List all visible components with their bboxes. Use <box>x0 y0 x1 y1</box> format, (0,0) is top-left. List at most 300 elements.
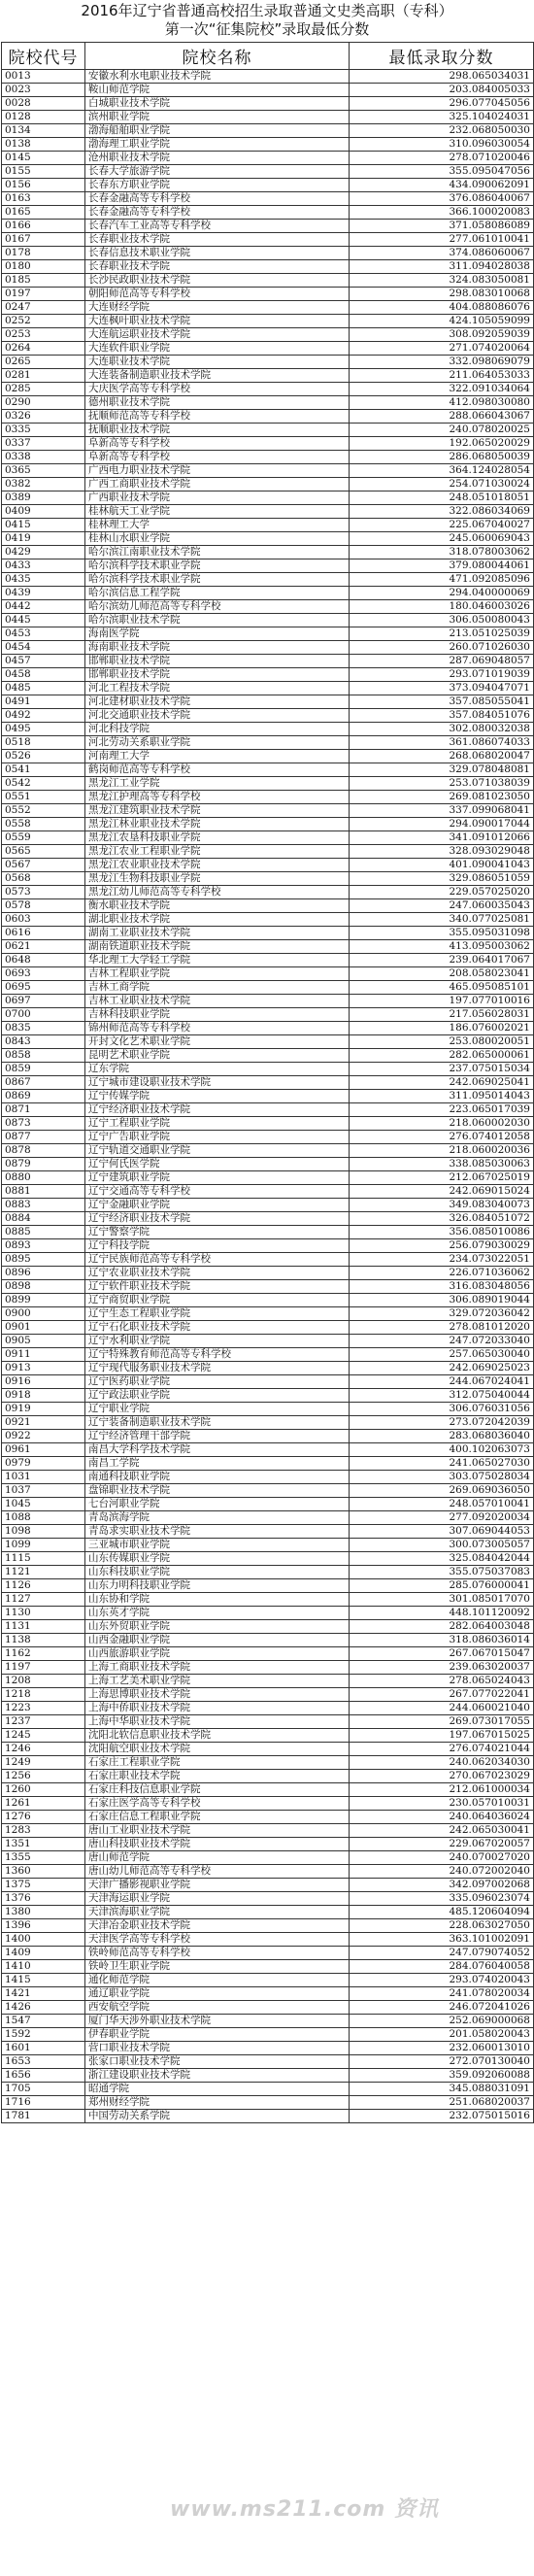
cell-name: 长春职业技术学院 <box>85 260 350 274</box>
cell-name: 河北科技学院 <box>85 723 350 736</box>
table-row <box>2 1675 534 1688</box>
table-row <box>2 1403 534 1416</box>
cell-code: 0155 <box>2 165 85 179</box>
cell-code: 1592 <box>2 2028 85 2042</box>
cell-score: 341.091012066 <box>350 831 534 845</box>
cell-code: 0023 <box>2 84 85 97</box>
cell-name: 辽宁城市建设职业技术学院 <box>85 1076 350 1090</box>
cell-score: 413.095003062 <box>350 940 534 954</box>
cell-score: 267.077022041 <box>350 1688 534 1702</box>
cell-name: 长春金融高等专科学校 <box>85 192 350 206</box>
cell-score: 293.071019039 <box>350 668 534 682</box>
cell-code: 1415 <box>2 1974 85 1987</box>
cell-name: 黑龙江农业职业技术学院 <box>85 859 350 872</box>
cell-score: 186.076002021 <box>350 1022 534 1035</box>
cell-score: 332.098069079 <box>350 356 534 369</box>
cell-name: 通化师范学院 <box>85 1974 350 1987</box>
cell-score: 223.065017039 <box>350 1103 534 1117</box>
cell-code: 0365 <box>2 464 85 478</box>
table-row <box>2 1906 534 1919</box>
cell-name: 南昌大学科学技术学院 <box>85 1443 350 1457</box>
cell-name: 广西工商职业技术学院 <box>85 478 350 491</box>
cell-name: 桂林理工大学 <box>85 519 350 532</box>
cell-code: 0893 <box>2 1239 85 1253</box>
table-row <box>2 709 534 723</box>
cell-name: 桂林山水职业学院 <box>85 532 350 546</box>
cell-score: 349.083040073 <box>350 1199 534 1212</box>
cell-score: 302.080032038 <box>350 723 534 736</box>
cell-score: 337.099068041 <box>350 804 534 818</box>
cell-code: 1421 <box>2 1987 85 2001</box>
cell-code: 0835 <box>2 1022 85 1035</box>
table-row <box>2 1634 534 1647</box>
table-row <box>2 2096 534 2110</box>
cell-name: 辽宁经济职业技术学院 <box>85 1212 350 1226</box>
cell-score: 252.069000068 <box>350 2015 534 2028</box>
table-row <box>2 369 534 383</box>
cell-score: 256.079030029 <box>350 1239 534 1253</box>
table-row <box>2 1239 534 1253</box>
cell-score: 316.083048056 <box>350 1280 534 1294</box>
cell-name: 鹤岗师范高等专科学校 <box>85 763 350 777</box>
table-row <box>2 1919 534 1933</box>
cell-name: 辽宁建筑职业学院 <box>85 1171 350 1185</box>
cell-code: 1127 <box>2 1593 85 1607</box>
table-row <box>2 2042 534 2055</box>
cell-score: 267.067015047 <box>350 1647 534 1661</box>
cell-score: 325.084042044 <box>350 1552 534 1566</box>
table-row <box>2 1593 534 1607</box>
cell-score: 324.083050081 <box>350 274 534 288</box>
cell-code: 0616 <box>2 927 85 940</box>
table-row <box>2 2069 534 2083</box>
cell-score: 322.086034069 <box>350 505 534 519</box>
cell-code: 0433 <box>2 559 85 573</box>
cell-code: 0134 <box>2 124 85 138</box>
cell-score: 278.081012020 <box>350 1321 534 1335</box>
cell-score: 376.086040067 <box>350 192 534 206</box>
table-row <box>2 655 534 668</box>
table-row <box>2 424 534 437</box>
cell-code: 1355 <box>2 1851 85 1865</box>
cell-code: 0693 <box>2 967 85 981</box>
table-row <box>2 1960 534 1974</box>
score-table <box>1 42 534 2123</box>
cell-name: 厦门华天涉外职业技术学院 <box>85 2015 350 2028</box>
cell-score: 277.061010041 <box>350 233 534 247</box>
cell-score: 285.076000041 <box>350 1579 534 1593</box>
cell-name: 石家庄信息工程职业学院 <box>85 1811 350 1824</box>
table-row <box>2 1416 534 1430</box>
cell-code: 0163 <box>2 192 85 206</box>
cell-name: 黑龙江建筑职业技术学院 <box>85 804 350 818</box>
cell-score: 322.091034064 <box>350 383 534 396</box>
cell-name: 铁岭卫生职业学院 <box>85 1960 350 1974</box>
cell-code: 0578 <box>2 899 85 913</box>
table-row <box>2 165 534 179</box>
cell-code: 0558 <box>2 818 85 831</box>
cell-name: 石家庄科技信息职业学院 <box>85 1783 350 1797</box>
cell-name: 吉林工商学院 <box>85 981 350 995</box>
table-row <box>2 1022 534 1035</box>
cell-code: 1249 <box>2 1756 85 1770</box>
cell-score: 318.086036014 <box>350 1634 534 1647</box>
table-row <box>2 1294 534 1307</box>
cell-code: 1705 <box>2 2083 85 2096</box>
cell-name: 山西金融职业学院 <box>85 1634 350 1647</box>
cell-code: 0335 <box>2 424 85 437</box>
table-row <box>2 220 534 233</box>
cell-code: 0559 <box>2 831 85 845</box>
cell-score: 306.089019044 <box>350 1294 534 1307</box>
cell-name: 沈阳北软信息职业技术学院 <box>85 1729 350 1743</box>
cell-score: 253.071038039 <box>350 777 534 791</box>
cell-name: 安徽水利水电职业技术学院 <box>85 70 350 84</box>
cell-score: 276.074021044 <box>350 1743 534 1756</box>
cell-name: 辽宁何氏医学院 <box>85 1158 350 1171</box>
table-row <box>2 505 534 519</box>
cell-name: 黑龙江林业职业技术学院 <box>85 818 350 831</box>
cell-score: 272.070130040 <box>350 2055 534 2069</box>
cell-name: 浙江建设职业技术学院 <box>85 2069 350 2083</box>
table-row <box>2 750 534 763</box>
cell-code: 1375 <box>2 1879 85 1892</box>
cell-score: 312.075040044 <box>350 1389 534 1403</box>
cell-name: 锦州师范高等专科学校 <box>85 1022 350 1035</box>
cell-score: 294.040000069 <box>350 587 534 600</box>
cell-score: 240.070027020 <box>350 1851 534 1865</box>
cell-code: 0419 <box>2 532 85 546</box>
cell-score: 278.065024043 <box>350 1675 534 1688</box>
table-row <box>2 1879 534 1892</box>
cell-code: 0700 <box>2 1008 85 1022</box>
table-row <box>2 2055 534 2069</box>
cell-score: 212.067025019 <box>350 1171 534 1185</box>
table-row <box>2 1783 534 1797</box>
table-row <box>2 940 534 954</box>
cell-score: 247.079074052 <box>350 1947 534 1960</box>
cell-code: 0389 <box>2 491 85 505</box>
cell-code: 0542 <box>2 777 85 791</box>
table-row <box>2 1525 534 1539</box>
cell-score: 245.060069043 <box>350 532 534 546</box>
table-row <box>2 872 534 886</box>
cell-name: 山东协和学院 <box>85 1593 350 1607</box>
table-row <box>2 437 534 451</box>
cell-name: 华北理工大学轻工学院 <box>85 954 350 967</box>
cell-score: 229.057025020 <box>350 886 534 899</box>
cell-name: 广西电力职业技术学院 <box>85 464 350 478</box>
table-row <box>2 1348 534 1362</box>
table-row <box>2 1539 534 1552</box>
table-row <box>2 723 534 736</box>
cell-code: 0337 <box>2 437 85 451</box>
table-row <box>2 1566 534 1579</box>
cell-name: 黑龙江幼儿师范高等专科学校 <box>85 886 350 899</box>
cell-score: 240.064036024 <box>350 1811 534 1824</box>
table-row <box>2 1103 534 1117</box>
cell-code: 1396 <box>2 1919 85 1933</box>
table-row <box>2 1471 534 1484</box>
cell-score: 359.092060088 <box>350 2069 534 2083</box>
cell-code: 0913 <box>2 1362 85 1375</box>
cell-score: 276.074012058 <box>350 1131 534 1144</box>
cell-name: 长春金融高等专科学校 <box>85 206 350 220</box>
cell-score: 293.074020043 <box>350 1974 534 1987</box>
cell-name: 辽宁农业职业技术学院 <box>85 1267 350 1280</box>
table-row <box>2 791 534 804</box>
table-row <box>2 804 534 818</box>
cell-score: 242.069015024 <box>350 1185 534 1199</box>
cell-score: 240.072002040 <box>350 1865 534 1879</box>
cell-code: 0165 <box>2 206 85 220</box>
cell-code: 0918 <box>2 1389 85 1403</box>
cell-name: 开封文化艺术职业学院 <box>85 1035 350 1049</box>
cell-name: 山东英才学院 <box>85 1607 350 1620</box>
table-row <box>2 274 534 288</box>
cell-name: 海南医学院 <box>85 627 350 641</box>
cell-name: 邯郸职业技术学院 <box>85 668 350 682</box>
cell-score: 355.095031098 <box>350 927 534 940</box>
cell-code: 0178 <box>2 247 85 260</box>
cell-code: 0253 <box>2 328 85 342</box>
table-row <box>2 777 534 791</box>
table-row <box>2 1389 534 1403</box>
cell-name: 哈尔滨信息工程学院 <box>85 587 350 600</box>
cell-name: 辽宁商贸职业学院 <box>85 1294 350 1307</box>
cell-score: 229.067020057 <box>350 1838 534 1851</box>
cell-score: 208.058023041 <box>350 967 534 981</box>
cell-code: 0166 <box>2 220 85 233</box>
cell-score: 228.063027050 <box>350 1919 534 1933</box>
cell-score: 247.072033040 <box>350 1335 534 1348</box>
cell-score: 306.076031056 <box>350 1403 534 1416</box>
cell-score: 260.071026030 <box>350 641 534 655</box>
cell-score: 239.063020037 <box>350 1661 534 1675</box>
cell-name: 黑龙江工业学院 <box>85 777 350 791</box>
cell-score: 308.092059039 <box>350 328 534 342</box>
table-row <box>2 1851 534 1865</box>
table-row <box>2 845 534 859</box>
cell-score: 379.080044061 <box>350 559 534 573</box>
cell-score: 371.058086089 <box>350 220 534 233</box>
cell-score: 374.086060067 <box>350 247 534 260</box>
cell-score: 356.085010086 <box>350 1226 534 1239</box>
cell-code: 1410 <box>2 1960 85 1974</box>
cell-score: 244.067024041 <box>350 1375 534 1389</box>
cell-score: 269.073017055 <box>350 1715 534 1729</box>
cell-name: 长沙民政职业技术学院 <box>85 274 350 288</box>
cell-code: 0921 <box>2 1416 85 1430</box>
cell-score: 180.046003026 <box>350 600 534 614</box>
cell-code: 0573 <box>2 886 85 899</box>
cell-score: 232.075015016 <box>350 2110 534 2123</box>
table-row <box>2 206 534 220</box>
table-row <box>2 1933 534 1947</box>
cell-name: 天津冶金职业技术学院 <box>85 1919 350 1933</box>
cell-score: 485.120604094 <box>350 1906 534 1919</box>
table-row <box>2 736 534 750</box>
cell-name: 吉林科技职业学院 <box>85 1008 350 1022</box>
cell-score: 218.060020036 <box>350 1144 534 1158</box>
table-row <box>2 1008 534 1022</box>
cell-code: 1601 <box>2 2042 85 2055</box>
table-row <box>2 1443 534 1457</box>
cell-name: 上海中侨职业技术学院 <box>85 1702 350 1715</box>
cell-code: 1400 <box>2 1933 85 1947</box>
cell-score: 401.090041043 <box>350 859 534 872</box>
table-row <box>2 1824 534 1838</box>
cell-code: 0281 <box>2 369 85 383</box>
cell-score: 226.071036062 <box>350 1267 534 1280</box>
cell-name: 唐山科技职业技术学院 <box>85 1838 350 1851</box>
cell-code: 1409 <box>2 1947 85 1960</box>
cell-name: 湖南铁道职业技术学院 <box>85 940 350 954</box>
cell-name: 辽宁政法职业学院 <box>85 1389 350 1403</box>
cell-code: 1115 <box>2 1552 85 1566</box>
cell-code: 1138 <box>2 1634 85 1647</box>
cell-score: 311.094028038 <box>350 260 534 274</box>
cell-code: 0453 <box>2 627 85 641</box>
cell-score: 240.062034030 <box>350 1756 534 1770</box>
cell-name: 辽宁广告职业学院 <box>85 1131 350 1144</box>
cell-code: 0285 <box>2 383 85 396</box>
cell-code: 1351 <box>2 1838 85 1851</box>
table-row <box>2 1661 534 1675</box>
cell-name: 大连财经学院 <box>85 301 350 315</box>
cell-code: 1223 <box>2 1702 85 1715</box>
cell-code: 0879 <box>2 1158 85 1171</box>
cell-name: 黑龙江护理高等专科学校 <box>85 791 350 804</box>
cell-score: 286.068050039 <box>350 451 534 464</box>
cell-name: 上海思博职业技术学院 <box>85 1688 350 1702</box>
cell-name: 上海工商职业技术学院 <box>85 1661 350 1675</box>
cell-score: 284.076040058 <box>350 1960 534 1974</box>
table-row <box>2 1321 534 1335</box>
cell-score: 240.078020025 <box>350 424 534 437</box>
cell-name: 辽宁职业学院 <box>85 1403 350 1416</box>
cell-score: 287.069048057 <box>350 655 534 668</box>
cell-code: 0326 <box>2 410 85 424</box>
title-line-2: 第一次“征集院校”录取最低分数 <box>164 20 370 38</box>
table-row <box>2 532 534 546</box>
cell-code: 0916 <box>2 1375 85 1389</box>
cell-code: 1218 <box>2 1688 85 1702</box>
cell-name: 通辽职业学院 <box>85 1987 350 2001</box>
cell-code: 1098 <box>2 1525 85 1539</box>
cell-code: 0167 <box>2 233 85 247</box>
table-row <box>2 1430 534 1443</box>
cell-code: 0491 <box>2 695 85 709</box>
table-row <box>2 1063 534 1076</box>
cell-score: 239.064017067 <box>350 954 534 967</box>
cell-score: 282.064003048 <box>350 1620 534 1634</box>
cell-code: 0900 <box>2 1307 85 1321</box>
cell-name: 唐山师范学院 <box>85 1851 350 1865</box>
cell-code: 0695 <box>2 981 85 995</box>
cell-score: 242.065030041 <box>350 1824 534 1838</box>
table-row <box>2 1212 534 1226</box>
cell-name: 长春汽车工业高等专科学校 <box>85 220 350 233</box>
cell-code: 0265 <box>2 356 85 369</box>
table-row <box>2 301 534 315</box>
cell-name: 大连航运职业技术学院 <box>85 328 350 342</box>
table-row <box>2 478 534 491</box>
cell-score: 357.085055041 <box>350 695 534 709</box>
cell-code: 0445 <box>2 614 85 627</box>
table-row <box>2 1620 534 1634</box>
cell-name: 长春东方职业学院 <box>85 179 350 192</box>
cell-score: 278.071020046 <box>350 152 534 165</box>
table-row <box>2 1049 534 1063</box>
cell-code: 1197 <box>2 1661 85 1675</box>
table-row <box>2 396 534 410</box>
cell-code: 0454 <box>2 641 85 655</box>
cell-score: 303.075028034 <box>350 1471 534 1484</box>
cell-score: 345.088031091 <box>350 2083 534 2096</box>
cell-code: 0429 <box>2 546 85 559</box>
table-row <box>2 927 534 940</box>
cell-score: 288.066043067 <box>350 410 534 424</box>
header-code: 院校代号 <box>2 43 85 70</box>
cell-name: 长春大学旅游学院 <box>85 165 350 179</box>
table-row <box>2 1811 534 1824</box>
cell-score: 329.078048081 <box>350 763 534 777</box>
cell-score: 269.069036050 <box>350 1484 534 1498</box>
cell-code: 1283 <box>2 1824 85 1838</box>
table-row <box>2 641 534 655</box>
cell-code: 0859 <box>2 1063 85 1076</box>
cell-name: 衡水职业技术学院 <box>85 899 350 913</box>
cell-score: 326.084051072 <box>350 1212 534 1226</box>
cell-score: 242.069025041 <box>350 1076 534 1090</box>
cell-score: 247.060035043 <box>350 899 534 913</box>
cell-code: 0338 <box>2 451 85 464</box>
cell-name: 辽东学院 <box>85 1063 350 1076</box>
cell-name: 朝阳师范高等专科学校 <box>85 288 350 301</box>
cell-name: 辽宁水利职业学院 <box>85 1335 350 1348</box>
cell-name: 抚顺师范高等专科学校 <box>85 410 350 424</box>
table-row <box>2 1090 534 1103</box>
cell-code: 0128 <box>2 111 85 124</box>
table-row <box>2 995 534 1008</box>
cell-name: 辽宁传媒学院 <box>85 1090 350 1103</box>
table-row <box>2 179 534 192</box>
cell-code: 0156 <box>2 179 85 192</box>
cell-score: 325.104024031 <box>350 111 534 124</box>
cell-name: 哈尔滨职业技术学院 <box>85 614 350 627</box>
cell-score: 270.067023029 <box>350 1770 534 1783</box>
cell-name: 天津滨海职业学院 <box>85 1906 350 1919</box>
cell-code: 0264 <box>2 342 85 356</box>
table-row <box>2 124 534 138</box>
cell-name: 唐山幼儿师范高等专科学校 <box>85 1865 350 1879</box>
table-row <box>2 1947 534 1960</box>
cell-name: 河北建材职业技术学院 <box>85 695 350 709</box>
table-row <box>2 1484 534 1498</box>
cell-score: 269.081023050 <box>350 791 534 804</box>
cell-code: 0409 <box>2 505 85 519</box>
table-row <box>2 1158 534 1171</box>
table-row <box>2 97 534 111</box>
cell-name: 广西职业技术学院 <box>85 491 350 505</box>
cell-score: 310.096030054 <box>350 138 534 152</box>
cell-code: 1547 <box>2 2015 85 2028</box>
cell-code: 1208 <box>2 1675 85 1688</box>
cell-code: 0961 <box>2 1443 85 1457</box>
table-row <box>2 1267 534 1280</box>
cell-code: 0415 <box>2 519 85 532</box>
